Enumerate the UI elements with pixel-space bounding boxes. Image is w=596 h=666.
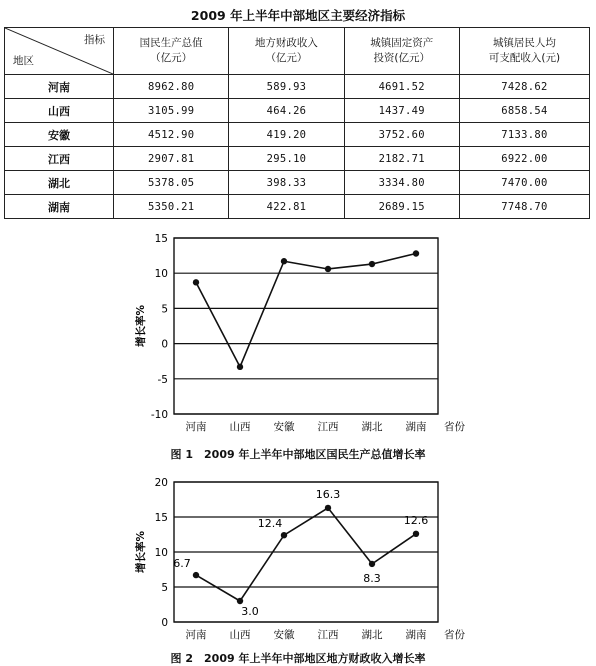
table-cell: 422.81 [229, 195, 344, 219]
data-point [325, 505, 331, 511]
data-point [413, 531, 419, 537]
x-tick-label: 山西 [229, 629, 251, 641]
table-corner-cell [5, 28, 114, 75]
revenue-growth-chart [0, 472, 596, 648]
y-tick-label: 5 [161, 303, 168, 316]
x-tick-label: 山西 [229, 421, 251, 433]
data-point [325, 266, 331, 272]
data-point [369, 261, 375, 267]
data-point [193, 572, 199, 578]
y-tick-label: 15 [154, 233, 168, 245]
chart1-caption: 图 1 2009 年上半年中部地区国民生产总值增长率 [170, 448, 426, 461]
table-cell: 7133.80 [459, 123, 589, 147]
data-label: 3.0 [241, 605, 259, 618]
y-axis-label: 增长率% [135, 530, 147, 574]
data-point [237, 598, 243, 604]
data-label: 16.3 [315, 487, 341, 501]
region-cell: 安徽 [5, 123, 114, 147]
data-label: 12.4 [257, 517, 283, 531]
table-row [5, 75, 590, 99]
table-cell: 2907.81 [114, 147, 229, 171]
data-point [413, 250, 419, 256]
column-header: 地方财政收入 （亿元） [229, 28, 344, 75]
y-tick-label: 20 [154, 477, 168, 489]
table-cell: 6858.54 [459, 99, 589, 123]
x-tick-label: 湖北 [361, 629, 383, 641]
x-tick-label: 安徽 [273, 421, 295, 433]
data-point [193, 279, 199, 285]
table-cell: 5350.21 [114, 195, 229, 219]
x-tick-label: 安徽 [273, 629, 295, 641]
x-axis-label: 省份 [444, 421, 465, 433]
series-line [196, 253, 416, 366]
table-cell: 589.93 [229, 75, 344, 99]
gdp-growth-chart [0, 232, 596, 442]
table-cell: 8962.80 [114, 75, 229, 99]
data-point [237, 364, 243, 370]
table-cell: 7470.00 [459, 171, 589, 195]
table-cell: 419.20 [229, 123, 344, 147]
page-title: 2009 年上半年中部地区主要经济指标 [190, 8, 406, 23]
y-tick-label: -10 [150, 409, 168, 421]
table-cell: 4512.90 [114, 123, 229, 147]
data-point [281, 532, 287, 538]
data-label: 6.7 [173, 557, 191, 571]
y-tick-label: 10 [154, 547, 168, 559]
x-tick-label: 湖北 [361, 421, 383, 433]
column-header: 城镇固定资产 投资(亿元） [344, 28, 459, 75]
data-point [281, 258, 287, 264]
table-row [5, 99, 590, 123]
table-row [5, 123, 590, 147]
region-cell: 湖南 [5, 195, 114, 219]
data-label: 8.3 [363, 571, 381, 585]
table-cell: 464.26 [229, 99, 344, 123]
data-point [369, 561, 375, 567]
table-cell: 3334.80 [344, 171, 459, 195]
table-row [5, 195, 590, 219]
y-tick-label: -5 [157, 373, 168, 386]
table-cell: 295.10 [229, 147, 344, 171]
y-tick-label: 0 [161, 338, 168, 351]
corner-label-region: 地区 [13, 54, 34, 67]
y-tick-label: 5 [161, 582, 168, 594]
table-cell: 2689.15 [344, 195, 459, 219]
table-cell: 5378.05 [114, 171, 229, 195]
table-row [5, 147, 590, 171]
indicator-table [4, 27, 590, 219]
chart2-caption: 图 2 2009 年上半年中部地区地方财政收入增长率 [170, 652, 426, 665]
y-tick-label: 10 [154, 268, 168, 281]
data-label: 12.6 [403, 513, 429, 527]
table-cell: 2182.71 [344, 147, 459, 171]
region-cell: 山西 [5, 99, 114, 123]
table-cell: 1437.49 [344, 99, 459, 123]
corner-label-indicator: 指标 [84, 34, 105, 46]
x-tick-label: 湖南 [405, 421, 427, 433]
table-cell: 3752.60 [344, 123, 459, 147]
table-cell: 6922.00 [459, 147, 589, 171]
table-cell: 398.33 [229, 171, 344, 195]
table-cell: 3105.99 [114, 99, 229, 123]
region-cell: 湖北 [5, 171, 114, 195]
y-tick-label: 0 [161, 617, 168, 629]
column-header: 城镇居民人均 可支配收入(元) [459, 28, 589, 75]
y-tick-label: 15 [154, 512, 168, 524]
y-axis-label: 增长率% [135, 304, 147, 348]
region-cell: 河南 [5, 75, 114, 99]
x-tick-label: 湖南 [405, 629, 427, 641]
x-axis-label: 省份 [444, 629, 465, 641]
x-tick-label: 江西 [317, 421, 339, 433]
column-header: 国民生产总值 （亿元） [114, 28, 229, 75]
table-cell: 7428.62 [459, 75, 589, 99]
table-header-row [5, 28, 590, 75]
table-cell: 4691.52 [344, 75, 459, 99]
x-tick-label: 河南 [185, 629, 207, 641]
table-row [5, 171, 590, 195]
region-cell: 江西 [5, 147, 114, 171]
x-tick-label: 河南 [185, 421, 207, 433]
x-tick-label: 江西 [317, 629, 339, 641]
table-cell: 7748.70 [459, 195, 589, 219]
